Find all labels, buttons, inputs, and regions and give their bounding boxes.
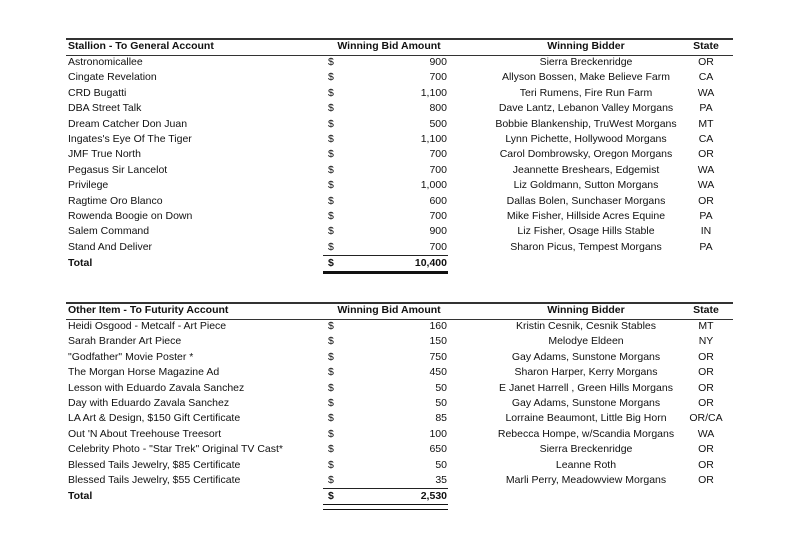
item-name: CRD Bugatti — [68, 86, 127, 99]
state: OR/CA — [689, 412, 723, 425]
winning-bidder: Teri Rumens, Fire Run Farm — [519, 86, 653, 99]
bid-amount: 700 — [429, 210, 447, 222]
table-header-row — [66, 303, 733, 318]
item-name: Day with Eduardo Zavala Sanchez — [68, 397, 230, 409]
table-row — [66, 178, 733, 193]
item-name: Salem Command — [68, 225, 150, 238]
currency-symbol: $ — [328, 397, 334, 409]
state: WA — [697, 163, 715, 176]
bid-amount: 900 — [429, 56, 447, 68]
item-name: Cingate Revelation — [68, 71, 157, 84]
table-row — [66, 132, 733, 147]
bid-amount: 700 — [429, 163, 447, 176]
total-label: Total — [68, 490, 93, 503]
winning-bidder: Liz Goldmann, Sutton Morgans — [513, 179, 659, 192]
currency-symbol: $ — [328, 381, 334, 394]
state: OR — [698, 397, 714, 409]
currency-symbol: $ — [328, 71, 334, 84]
currency-symbol: $ — [328, 163, 334, 176]
state: WA — [697, 179, 715, 192]
table-row — [66, 224, 733, 239]
state: PA — [699, 210, 713, 222]
currency-symbol: $ — [328, 117, 334, 130]
item-name: Dream Catcher Don Juan — [68, 117, 188, 130]
bid-amount: 160 — [429, 320, 447, 332]
item-name: Privilege — [68, 179, 109, 192]
item-name: Celebrity Photo - "Star Trek" Original TV Cast* — [68, 443, 284, 456]
currency-symbol: $ — [328, 427, 334, 440]
winning-bidder: Mike Fisher, Hillside Acres Equine — [506, 210, 666, 222]
column-header-item: Other Item - To Futurity Account — [68, 304, 229, 316]
column-header-state: State — [693, 304, 719, 316]
bid-amount: 750 — [429, 350, 447, 363]
column-header-bidder: Winning Bidder — [547, 304, 625, 316]
currency-symbol: $ — [328, 474, 334, 486]
item-name: Heidi Osgood - Metcalf - Art Piece — [68, 320, 227, 332]
winning-bidder: Dallas Bolen, Sunchaser Morgans — [506, 194, 666, 207]
bid-amount: 1,100 — [420, 86, 447, 99]
bid-amount: 600 — [429, 194, 447, 207]
state: NY — [698, 335, 714, 348]
winning-bidder: Sierra Breckenridge — [539, 56, 633, 68]
table-row — [66, 240, 733, 255]
currency-symbol: $ — [328, 490, 334, 503]
state: OR — [698, 381, 714, 394]
winning-bidder: Bobbie Blankenship, TruWest Morgans — [495, 117, 677, 130]
winning-bidder: Leanne Roth — [555, 458, 617, 471]
currency-symbol: $ — [328, 148, 334, 161]
state: OR — [698, 474, 714, 486]
state: OR — [698, 350, 714, 363]
currency-symbol: $ — [328, 225, 334, 238]
bid-amount: 800 — [429, 102, 447, 115]
state: CA — [698, 133, 714, 145]
table-row — [66, 86, 733, 101]
bid-amount: 100 — [429, 427, 447, 440]
winning-bidder: Allyson Bossen, Make Believe Farm — [501, 71, 671, 84]
item-name: Ingates's Eye Of The Tiger — [68, 133, 192, 145]
currency-symbol: $ — [328, 257, 334, 270]
state: OR — [698, 366, 714, 379]
table-row — [66, 365, 733, 380]
bid-amount: 450 — [429, 366, 447, 379]
winning-bidder: Liz Fisher, Osage Hills Stable — [517, 225, 655, 238]
column-header-item: Stallion - To General Account — [68, 40, 214, 52]
state: OR — [698, 148, 714, 161]
currency-symbol: $ — [328, 102, 334, 115]
item-name: Astronomicallee — [68, 56, 143, 68]
bid-amount: 150 — [429, 335, 447, 348]
winning-bidder: Sharon Picus, Tempest Morgans — [510, 240, 662, 253]
winning-bidder: Dave Lantz, Lebanon Valley Morgans — [498, 102, 674, 115]
state: PA — [699, 240, 713, 253]
table-row — [66, 442, 733, 457]
item-name: Ragtime Oro Blanco — [68, 194, 163, 207]
column-header-state: State — [693, 40, 719, 52]
table-row — [66, 411, 733, 426]
winning-bidder: Sharon Harper, Kerry Morgans — [514, 366, 658, 379]
currency-symbol: $ — [328, 366, 334, 379]
bid-amount: 650 — [429, 443, 447, 456]
winning-bidder: Lynn Pichette, Hollywood Morgans — [505, 133, 667, 145]
item-name: Sarah Brander Art Piece — [68, 335, 182, 348]
bid-amount: 50 — [435, 458, 447, 471]
item-name: Blessed Tails Jewelry, $85 Certificate — [68, 458, 241, 471]
item-name: Blessed Tails Jewelry, $55 Certificate — [68, 474, 241, 486]
table-row — [66, 117, 733, 132]
currency-symbol: $ — [328, 240, 334, 253]
state: OR — [698, 194, 714, 207]
bid-amount: 1,100 — [420, 133, 447, 145]
currency-symbol: $ — [328, 133, 334, 145]
winning-bidder: Marli Perry, Meadowview Morgans — [505, 474, 667, 486]
state: IN — [700, 225, 712, 238]
total-double-underline — [323, 271, 448, 274]
currency-symbol: $ — [328, 443, 334, 456]
currency-symbol: $ — [328, 179, 334, 192]
table-row — [66, 70, 733, 85]
table-row — [66, 381, 733, 396]
total-double-underline — [323, 504, 448, 510]
bid-amount: 700 — [429, 71, 447, 84]
table-row — [66, 209, 733, 224]
winning-bidder: Jeannette Breshears, Edgemist — [512, 163, 660, 176]
winning-bidder: Carol Dombrowsky, Oregon Morgans — [499, 148, 673, 161]
column-header-amount: Winning Bid Amount — [337, 304, 441, 316]
state: MT — [698, 320, 714, 332]
table-row — [66, 55, 733, 70]
winning-bidder: Lorraine Beaumont, Little Big Horn — [505, 412, 667, 425]
winning-bidder: Gay Adams, Sunstone Morgans — [511, 397, 661, 409]
item-name: Rowenda Boogie on Down — [68, 210, 193, 222]
table-row — [66, 473, 733, 488]
item-name: "Godfather" Movie Poster * — [68, 350, 194, 363]
table-row — [66, 194, 733, 209]
total-amount: 10,400 — [414, 257, 447, 270]
bid-amount: 900 — [429, 225, 447, 238]
table-row — [66, 396, 733, 411]
table-header-row — [66, 39, 733, 54]
winning-bidder: Melodye Eldeen — [548, 335, 624, 348]
bid-amount: 35 — [435, 474, 447, 486]
table-row — [66, 101, 733, 116]
winning-bidder: Gay Adams, Sunstone Morgans — [511, 350, 661, 363]
total-row — [66, 489, 733, 504]
table-row — [66, 319, 733, 334]
currency-symbol: $ — [328, 56, 334, 68]
state: CA — [698, 71, 714, 84]
item-name: DBA Street Talk — [68, 102, 142, 115]
currency-symbol: $ — [328, 335, 334, 348]
winning-bidder: Kristin Cesnik, Cesnik Stables — [515, 320, 657, 332]
total-row — [66, 256, 733, 271]
bid-amount: 700 — [429, 148, 447, 161]
state: OR — [698, 458, 714, 471]
bid-amount: 50 — [435, 397, 447, 409]
total-label: Total — [68, 257, 93, 270]
winning-bidder: Sierra Breckenridge — [539, 443, 633, 456]
currency-symbol: $ — [328, 210, 334, 222]
table-row — [66, 350, 733, 365]
currency-symbol: $ — [328, 350, 334, 363]
item-name: The Morgan Horse Magazine Ad — [68, 366, 220, 379]
currency-symbol: $ — [328, 194, 334, 207]
table-row — [66, 147, 733, 162]
total-amount: 2,530 — [420, 490, 447, 503]
table-row — [66, 163, 733, 178]
bid-amount: 1,000 — [420, 179, 447, 192]
currency-symbol: $ — [328, 86, 334, 99]
state: MT — [698, 117, 714, 130]
bid-amount: 500 — [429, 117, 447, 130]
item-name: Lesson with Eduardo Zavala Sanchez — [68, 381, 245, 394]
currency-symbol: $ — [328, 412, 334, 425]
item-name: Out 'N About Treehouse Treesort — [68, 427, 222, 440]
bid-amount: 85 — [435, 412, 447, 425]
item-name: Pegasus Sir Lancelot — [68, 163, 168, 176]
state: PA — [699, 102, 713, 115]
currency-symbol: $ — [328, 320, 334, 332]
bid-amount: 700 — [429, 240, 447, 253]
column-header-amount: Winning Bid Amount — [337, 40, 441, 52]
table-row — [66, 458, 733, 473]
winning-bidder: Rebecca Hompe, w/Scandia Morgans — [497, 427, 675, 440]
bid-amount: 50 — [435, 381, 447, 394]
item-name: LA Art & Design, $150 Gift Certificate — [68, 412, 241, 425]
table-row — [66, 334, 733, 349]
column-header-bidder: Winning Bidder — [547, 40, 625, 52]
state: OR — [698, 56, 714, 68]
currency-symbol: $ — [328, 458, 334, 471]
table-row — [66, 427, 733, 442]
item-name: Stand And Deliver — [68, 240, 153, 253]
state: OR — [698, 443, 714, 456]
state: WA — [697, 86, 715, 99]
winning-bidder: E Janet Harrell , Green Hills Morgans — [499, 381, 673, 394]
state: WA — [697, 427, 715, 440]
item-name: JMF True North — [68, 148, 141, 161]
